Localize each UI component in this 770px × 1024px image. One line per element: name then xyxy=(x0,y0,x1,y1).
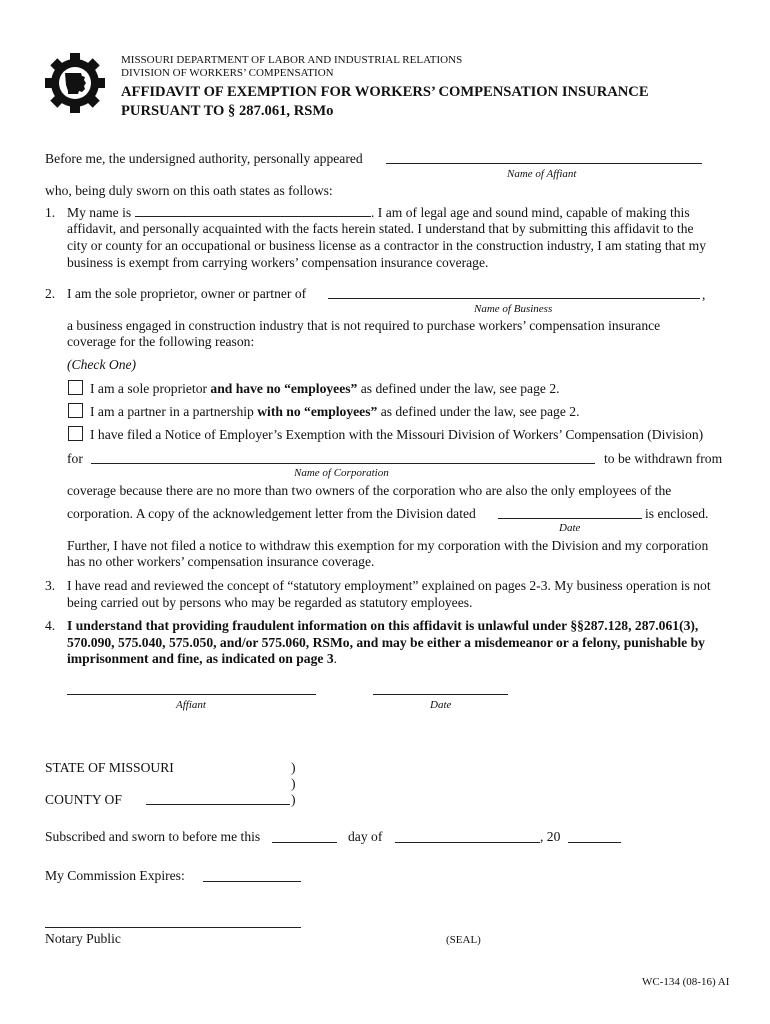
ack-date-field[interactable] xyxy=(498,518,642,519)
item1-line4: business is exempt from carrying workers’ compensation insurance coverage. xyxy=(67,255,489,270)
notary-public-label: Notary Public xyxy=(45,931,121,946)
day-field[interactable] xyxy=(272,842,337,843)
withdrawn-text: to be withdrawn from xyxy=(604,451,723,466)
day-of-text: day of xyxy=(348,829,383,844)
state-label: STATE OF MISSOURI xyxy=(45,760,174,775)
option3-text: I have filed a Notice of Employer’s Exemption with the Missouri Division of Workers’ Compensation (Division) xyxy=(90,427,704,442)
item2-number: 2. xyxy=(45,286,56,301)
item1-line3: city or county for an occupational or business license as a contractor in the construction industry, I am stating that my xyxy=(67,238,706,253)
item1-line2: affidavit, and personally acquainted with the facts herein stated. I understand that by submitting this affidavit to the xyxy=(67,221,694,236)
further-line1: Further, I have not filed a notice to withdraw this exemption for my corporation with the Division and my corporation xyxy=(67,538,709,553)
item1-prefix: My name is xyxy=(67,205,132,220)
corporation-name-caption: Name of Corporation xyxy=(294,467,389,479)
partnership-checkbox[interactable] xyxy=(68,403,83,418)
item1-suffix: . I am of legal age and sound mind, capable of making this xyxy=(371,205,690,220)
item2-line2: a business engaged in construction industry that is not required to purchase workers’ compensation insurance xyxy=(67,318,661,333)
ack-date-caption: Date xyxy=(559,522,581,534)
missouri-gear-seal-icon xyxy=(44,52,106,114)
seal-label: (SEAL) xyxy=(446,934,481,946)
item3-number: 3. xyxy=(45,578,56,593)
coverage-line: coverage because there are no more than two owners of the corporation who are also the only employees of the xyxy=(67,483,672,498)
sole-proprietor-checkbox[interactable] xyxy=(68,380,83,395)
for-label: for xyxy=(67,451,83,466)
item4-line1: I understand that providing fraudulent information on this affidavit is unlawful under §§287.128, 287.061(3), xyxy=(67,618,699,633)
form-title-line2: PURSUANT TO § 287.061, RSMo xyxy=(121,103,334,119)
item1-number: 1. xyxy=(45,205,56,220)
signature-date-caption: Date xyxy=(430,699,452,711)
org-name-line1: MISSOURI DEPARTMENT OF LABOR AND INDUSTRIAL RELATIONS xyxy=(121,54,463,66)
enclosed-text: is enclosed. xyxy=(645,506,709,521)
affiant-name-field[interactable] xyxy=(386,163,702,164)
corporation-name-field[interactable] xyxy=(91,463,595,464)
option1-text: I am a sole proprietor and have no “employees” as defined under the law, see page 2. xyxy=(90,381,560,396)
signature-date-field[interactable] xyxy=(373,694,508,695)
item3-line1: I have read and reviewed the concept of “statutory employment” explained on pages 2-3. My business operation is not xyxy=(67,578,711,593)
year-field[interactable] xyxy=(568,842,621,843)
affiant-name-caption: Name of Affiant xyxy=(507,168,577,180)
subscribed-text: Subscribed and sworn to before me this xyxy=(45,829,261,844)
item2-comma: , xyxy=(702,287,706,302)
year-prefix: , 20 xyxy=(540,829,561,844)
item4-line2: 570.090, 575.040, 575.050, and/or 575.060, RSMo, and may be either a misdemeanor or a felony, punishable by xyxy=(67,635,705,650)
county-label: COUNTY OF xyxy=(45,792,122,807)
item4-line3: imprisonment and fine, as indicated on page 3. xyxy=(67,651,338,666)
item2-prefix: I am the sole proprietor, owner or partner of xyxy=(67,286,307,301)
org-name-line2: DIVISION OF WORKERS’ COMPENSATION xyxy=(121,67,334,79)
notary-signature-field[interactable] xyxy=(45,927,301,928)
affiant-caption: Affiant xyxy=(176,699,206,711)
month-field[interactable] xyxy=(395,842,540,843)
form-title-line1: AFFIDAVIT OF EXEMPTION FOR WORKERS’ COMPENSATION INSURANCE xyxy=(121,84,649,100)
business-name-caption: Name of Business xyxy=(474,303,553,315)
before-me-text: Before me, the undersigned authority, personally appeared xyxy=(45,151,363,166)
item3-line2: being carried out by persons who may be regarded as statutory employees. xyxy=(67,595,473,610)
county-field[interactable] xyxy=(146,804,290,805)
item4-number: 4. xyxy=(45,618,56,633)
form-id: WC-134 (08-16) AI xyxy=(642,976,730,988)
item2-line3: coverage for the following reason: xyxy=(67,334,255,349)
corporation-exemption-checkbox[interactable] xyxy=(68,426,83,441)
commission-expires-field[interactable] xyxy=(203,881,301,882)
business-name-field[interactable] xyxy=(328,298,700,299)
commission-label: My Commission Expires: xyxy=(45,868,185,883)
affiant-signature-field[interactable] xyxy=(67,694,316,695)
middle-paren: ) xyxy=(291,776,296,791)
further-line2: has no other workers’ compensation insurance coverage. xyxy=(67,554,375,569)
state-paren: ) xyxy=(291,760,296,775)
check-one-label: (Check One) xyxy=(67,357,137,372)
corp-ack-text: corporation. A copy of the acknowledgement letter from the Division dated xyxy=(67,506,476,521)
option2-text: I am a partner in a partnership with no “employees” as defined under the law, see page 2. xyxy=(90,404,580,419)
county-paren: ) xyxy=(291,792,296,807)
sworn-text: who, being duly sworn on this oath states as follows: xyxy=(45,183,333,198)
my-name-field[interactable] xyxy=(135,216,371,217)
